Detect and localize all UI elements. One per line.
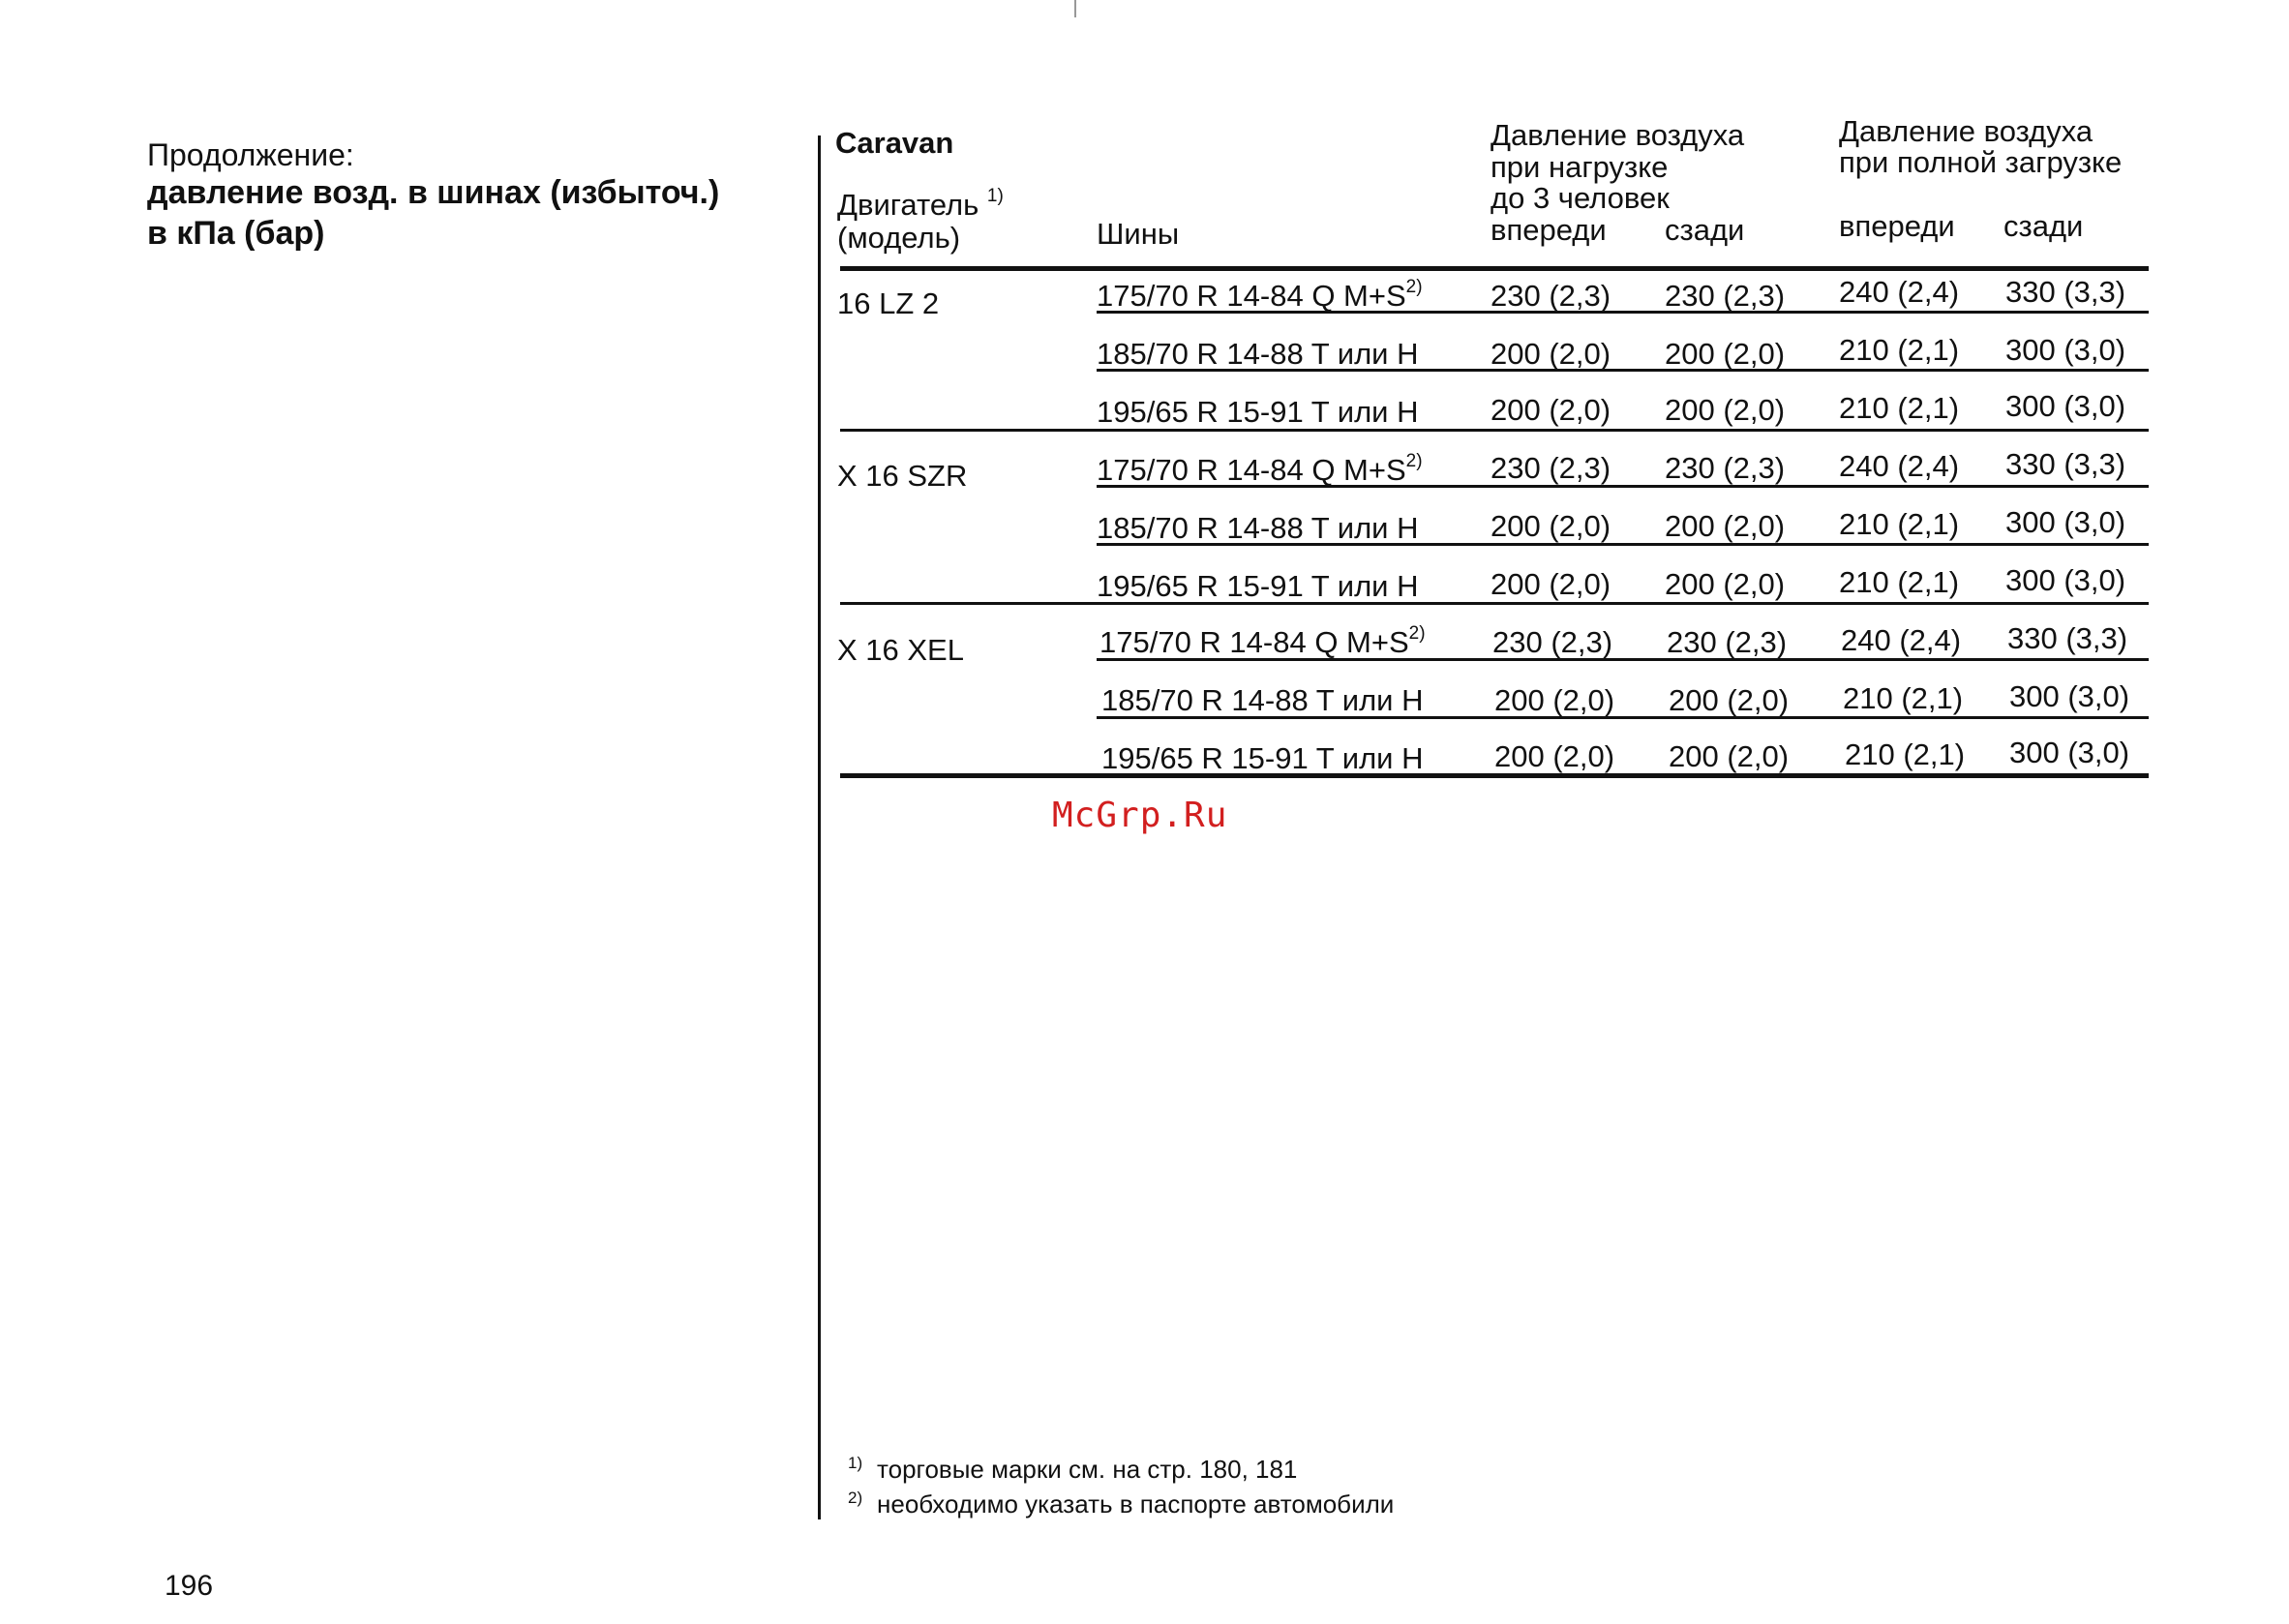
pressure-value: 200 (2,0): [1494, 739, 1615, 773]
watermark: McGrp.Ru: [1052, 796, 1228, 835]
engine-model: 16 LZ 2: [837, 286, 940, 320]
group1-header-line1: Давление воздуха: [1491, 118, 1745, 152]
pressure-value: 200 (2,0): [1665, 509, 1786, 543]
pressure-value: 300 (3,0): [2005, 333, 2126, 367]
pressure-value: 240 (2,4): [1841, 623, 1962, 657]
footnote-ref: 2): [1405, 277, 1423, 297]
tyre-size: 185/70 R 14-88 T или H: [1097, 511, 1419, 545]
tyre-size: 175/70 R 14-84 Q M+S$^{2)}$: [1099, 623, 1426, 659]
section-title: [147, 172, 719, 254]
pressure-value: 200 (2,0): [1669, 739, 1790, 773]
pressure-value: 210 (2,1): [1843, 681, 1964, 715]
pressure-value: 210 (2,1): [1845, 737, 1966, 771]
pressure-value: 200 (2,0): [1491, 337, 1611, 371]
tyre-size: 195/65 R 15-91 T или H: [1097, 569, 1419, 603]
group1-header-line2: при нагрузке: [1491, 150, 1669, 184]
group1-header-line3: до 3 человек: [1491, 181, 1670, 215]
tyre-size: 195/65 R 15-91 T или H: [1097, 395, 1419, 429]
tyre-size: 175/70 R 14-84 Q M+S$^{2)}$: [1097, 277, 1423, 313]
tyre-size: 195/65 R 15-91 T или H: [1101, 741, 1424, 775]
col-header-group2-front: впереди: [1839, 209, 1955, 243]
pressure-value: 230 (2,3): [1665, 451, 1786, 485]
col-header-group2-rear: сзади: [2003, 209, 2084, 243]
pressure-value: 300 (3,0): [2009, 679, 2130, 713]
pressure-value: 230 (2,3): [1492, 625, 1613, 659]
footnote-ref: 2): [1405, 451, 1423, 471]
footnote-2: 2) необходимо указать в паспорте автомобили: [848, 1489, 1395, 1519]
pressure-value: 210 (2,1): [1839, 507, 1960, 541]
page-number: 196: [165, 1570, 214, 1602]
group-rule: [840, 429, 2149, 432]
pressure-value: 330 (3,3): [2005, 275, 2126, 309]
group-rule: [840, 602, 2149, 605]
tyre-size: 175/70 R 14-84 Q M+S$^{2)}$: [1097, 451, 1423, 487]
pressure-value: 330 (3,3): [2005, 447, 2126, 481]
column-divider: [818, 135, 821, 1519]
pressure-value: 330 (3,3): [2007, 621, 2128, 655]
pressure-value: 200 (2,0): [1491, 393, 1611, 427]
section-title-line1: давление возд. в шинах (избыточ.): [147, 174, 720, 211]
pressure-value: 300 (3,0): [2009, 736, 2130, 769]
footnote-ref: 1): [986, 186, 1004, 206]
col-header-engine-model: (модель): [837, 221, 961, 255]
col-header-engine: [837, 186, 1004, 222]
pressure-value: 210 (2,1): [1839, 333, 1960, 367]
col-header-engine-label: Двигатель: [837, 188, 979, 222]
col-header-tyres: Шины: [1097, 217, 1180, 251]
group2-header-line2: при полной загрузке: [1839, 145, 2123, 179]
pressure-value: 230 (2,3): [1491, 451, 1611, 485]
pressure-value: 200 (2,0): [1491, 509, 1611, 543]
group2-header-line1: Давление воздуха: [1839, 114, 2093, 148]
pressure-value: 230 (2,3): [1665, 279, 1786, 313]
pressure-value: 200 (2,0): [1665, 567, 1786, 601]
pressure-value: 230 (2,3): [1491, 279, 1611, 313]
pressure-value: 240 (2,4): [1839, 449, 1960, 483]
pressure-value: 200 (2,0): [1665, 337, 1786, 371]
pressure-value: 300 (3,0): [2005, 389, 2126, 423]
pressure-value: 200 (2,0): [1669, 683, 1790, 717]
crop-mark: [1074, 0, 1076, 17]
col-header-group1-rear: сзади: [1665, 213, 1745, 247]
pressure-value: 200 (2,0): [1494, 683, 1615, 717]
tyre-size: 185/70 R 14-88 T или H: [1101, 683, 1424, 717]
pressure-value: 210 (2,1): [1839, 391, 1960, 425]
engine-model: X 16 SZR: [837, 459, 968, 493]
col-header-group1-front: впереди: [1491, 213, 1607, 247]
section-continued-label: Продолжение:: [147, 137, 354, 172]
pressure-value: 240 (2,4): [1839, 275, 1960, 309]
pressure-value: 210 (2,1): [1839, 565, 1960, 599]
footnotes: [848, 1449, 1394, 1519]
engine-model: X 16 XEL: [837, 633, 964, 667]
footnote-ref: 2): [1408, 623, 1426, 644]
pressure-value: 230 (2,3): [1667, 625, 1788, 659]
vehicle-name: Caravan: [835, 126, 954, 160]
pressure-value: 200 (2,0): [1491, 567, 1611, 601]
pressure-value: 300 (3,0): [2005, 505, 2126, 539]
tyre-size: 185/70 R 14-88 T или H: [1097, 337, 1419, 371]
pressure-value: 300 (3,0): [2005, 563, 2126, 597]
footnote-1: 1) торговые марки см. на стр. 180, 181: [848, 1454, 1298, 1484]
section-title-line2: в кПа (бар): [147, 215, 325, 252]
pressure-value: 200 (2,0): [1665, 393, 1786, 427]
header-rule: [840, 266, 2149, 271]
